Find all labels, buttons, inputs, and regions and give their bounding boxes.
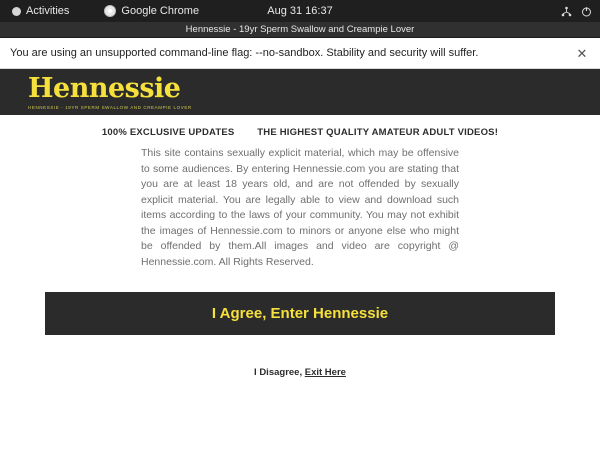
site-logo-block[interactable] xyxy=(28,72,192,110)
activities-button[interactable] xyxy=(7,3,74,19)
tagline xyxy=(0,127,600,138)
clock-label: Aug 31 16:37 xyxy=(267,5,333,17)
agree-enter-button[interactable]: I Agree, Enter Hennessie xyxy=(45,292,555,335)
chrome-icon xyxy=(104,5,116,17)
tagline-right: THE HIGHEST QUALITY AMATEUR ADULT VIDEOS! xyxy=(257,127,499,138)
app-menu-chrome[interactable] xyxy=(98,3,205,19)
window-title: Hennessie - 19yr Sperm Swallow and Creampie Lover xyxy=(185,24,415,35)
app-menu-label: Google Chrome xyxy=(121,5,200,17)
page-content xyxy=(0,69,600,452)
exit-here-link[interactable]: Exit Here xyxy=(304,367,346,379)
site-logo: Hennessie xyxy=(28,72,181,104)
disagree-row xyxy=(0,367,600,378)
top-bar-right xyxy=(561,6,600,17)
site-header xyxy=(0,69,600,115)
activities-dot-icon xyxy=(12,7,21,16)
power-icon[interactable] xyxy=(581,6,592,17)
activities-label: Activities xyxy=(26,5,70,17)
chrome-infobar xyxy=(0,38,600,69)
desktop-top-bar xyxy=(0,0,600,22)
close-icon[interactable]: ✕ xyxy=(576,45,588,61)
infobar-message: You are using an unsupported command-line flag: --no-sandbox. Stability and security will suffer. xyxy=(10,47,479,59)
site-logo-subtitle: HENNESSIE - 19YR SPERM SWALLOW AND CREAMPIE LOVER xyxy=(28,104,192,110)
disagree-label: I Disagree, xyxy=(254,367,303,379)
network-icon[interactable] xyxy=(561,6,572,17)
window-title-bar xyxy=(0,22,600,38)
age-disclaimer-text: This site contains sexually explicit material, which may be offensive to some audiences. By entering Hennessie.com you are stating that you are at least 18 years old, and are not offended by sexually explicit material. You are legally able to view and download such items according to the laws of your community. You may not exhibit the images of Hennessie.com to minors or anyone else who might be offended by them.All images and video are copyright @ Hennessie.com. All Rights Reserved. xyxy=(141,147,459,268)
tagline-left: 100% EXCLUSIVE UPDATES xyxy=(101,127,235,138)
top-bar-left xyxy=(0,3,205,19)
